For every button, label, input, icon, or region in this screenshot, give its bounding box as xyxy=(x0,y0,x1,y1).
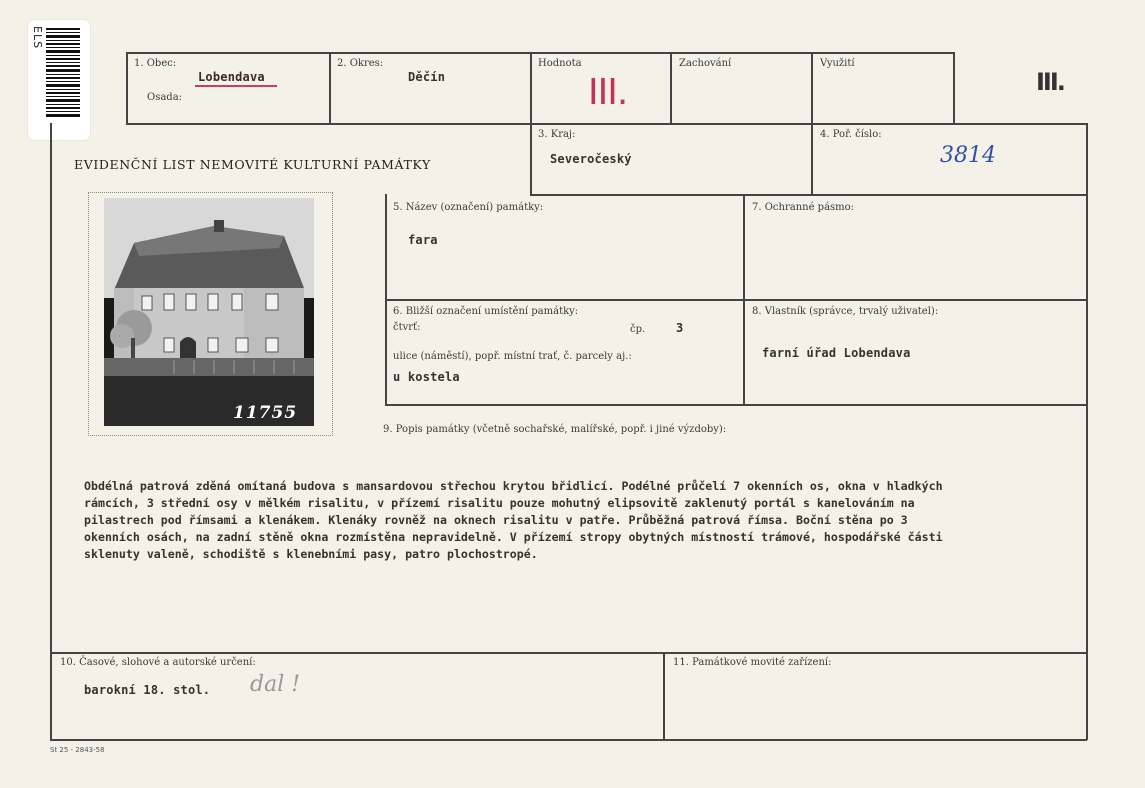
grid-line xyxy=(530,52,532,195)
obec-label: 1. Obec: xyxy=(134,58,177,69)
ulice-value: u kostela xyxy=(393,370,460,384)
barcode-icon xyxy=(46,28,80,120)
cp-label: čp. xyxy=(630,324,646,335)
popis-line: Obdélná patrová zděná omítaná budova s mansardovou střechou krytou břidlicí. Podélné průčelí 7 okenních os, okna v hladkých xyxy=(84,479,943,493)
okres-value: Děčín xyxy=(408,70,446,84)
vlastnik-label: 8. Vlastník (správce, trvalý uživatel): xyxy=(752,306,939,317)
grid-line xyxy=(385,194,387,405)
popis-text xyxy=(84,478,1074,563)
okres-label: 2. Okres: xyxy=(337,58,384,69)
vyuziti-label: Využití xyxy=(820,58,855,69)
form-code: St 25 - 2843-58 xyxy=(50,746,105,754)
nazev-value: fara xyxy=(408,233,438,247)
obec-value: Lobendava xyxy=(198,70,265,84)
popis-line: sklenuty valeně, schodiště s klenebními pasy, patro plochostropé. xyxy=(84,547,538,561)
popis-line: pilastrech pod římsami a klenákem. Klenáky rovněž na oknech risalitu v patře. Průběžná patrová římsa. Boční stěna po 3 xyxy=(84,513,908,527)
page-title: EVIDENČNÍ LIST NEMOVITÉ KULTURNÍ PAMÁTKY xyxy=(74,157,431,172)
vlastnik-value: farní úřad Lobendava xyxy=(762,346,911,360)
corner-mark: III. xyxy=(1036,68,1064,96)
por-cislo-label: 4. Poř. číslo: xyxy=(820,129,882,140)
cp-value: 3 xyxy=(676,321,684,335)
grid-line xyxy=(329,52,331,124)
hodnota-label: Hodnota xyxy=(538,58,582,69)
grid-line xyxy=(126,52,128,124)
grid-line xyxy=(1086,123,1088,740)
zarizeni-label: 11. Památkové movité zařízení: xyxy=(673,657,832,668)
grid-line xyxy=(811,52,813,195)
grid-line xyxy=(530,194,1087,196)
obec-underline xyxy=(195,85,277,87)
hodnota-value: III. xyxy=(588,72,628,113)
nazev-label: 5. Název (označení) památky: xyxy=(393,202,544,213)
tag-code: ELS xyxy=(31,26,44,50)
kraj-label: 3. Kraj: xyxy=(538,129,576,140)
grid-line xyxy=(50,652,1087,654)
building-photo xyxy=(104,198,314,426)
grid-line xyxy=(385,299,1087,301)
grid-line xyxy=(126,123,1088,125)
grid-line xyxy=(670,52,672,124)
ctvrt-label: čtvrť: xyxy=(393,322,421,333)
urceni-note: dal ! xyxy=(250,672,301,697)
urceni-value: barokní 18. stol. xyxy=(84,683,211,697)
por-cislo-value: 3814 xyxy=(940,143,996,168)
zachovani-label: Zachování xyxy=(679,58,732,69)
ulice-label: ulice (náměstí), popř. místní trať, č. parcely aj.: xyxy=(393,351,632,362)
kraj-value: Severočeský xyxy=(550,152,632,166)
popis-line: okenních osách, na zadní stěně okna rozmístěna nepravidelně. V přízemí stropy obytných místností trámové, hospodářské části xyxy=(84,530,943,544)
grid-line xyxy=(50,123,52,740)
umisteni-label: 6. Bližší označení umístění památky: xyxy=(393,306,579,317)
grid-line xyxy=(126,52,954,54)
grid-line xyxy=(743,194,745,405)
osada-label: Osada: xyxy=(147,92,183,103)
grid-line xyxy=(385,404,1087,406)
grid-line xyxy=(953,52,955,124)
grid-line xyxy=(50,739,1087,741)
ochranne-pasmo-label: 7. Ochranné pásmo: xyxy=(752,202,855,213)
grid-line xyxy=(663,652,665,740)
urceni-label: 10. Časové, slohové a autorské určení: xyxy=(60,657,256,668)
popis-line: rámcích, 3 střední osy v mělkém risalitu, v přízemí risalitu pouze mohutný elipsovitě zaklenutý portál s kanelováním na xyxy=(84,496,915,510)
popis-label: 9. Popis památky (včetně sochařské, malířské, popř. i jiné výzdoby): xyxy=(383,424,727,435)
photo-number: 11755 xyxy=(233,403,298,423)
